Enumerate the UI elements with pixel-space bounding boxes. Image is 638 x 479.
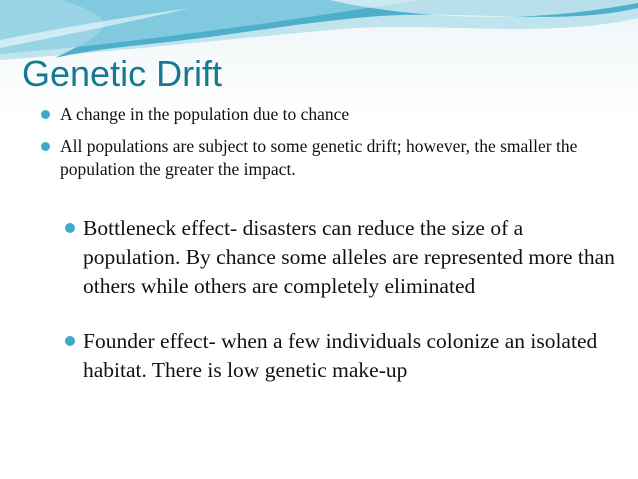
bullet-dot-icon bbox=[65, 336, 75, 346]
bullet-dot-icon bbox=[65, 223, 75, 233]
bullet-dot-icon bbox=[41, 142, 50, 151]
bullet-dot-icon bbox=[41, 110, 50, 119]
bullet-item bbox=[60, 135, 615, 181]
sub-bullet-item bbox=[83, 214, 618, 301]
slide-title: Genetic Drift bbox=[22, 53, 223, 94]
sub-bullet-text: Founder effect- when a few individuals colonize an isolated habitat. There is low genetic make-up bbox=[83, 329, 598, 382]
bullet-text: A change in the population due to chance bbox=[60, 104, 350, 124]
bullet-item bbox=[60, 103, 615, 126]
sub-bullet-item bbox=[83, 327, 618, 385]
sub-bullet-text: Bottleneck effect- disasters can reduce the size of a population. By chance some alleles are represented more than others while others are completely eliminated bbox=[83, 216, 615, 298]
bullet-text: All populations are subject to some genetic drift; however, the smaller the population the greater the impact. bbox=[60, 136, 578, 179]
